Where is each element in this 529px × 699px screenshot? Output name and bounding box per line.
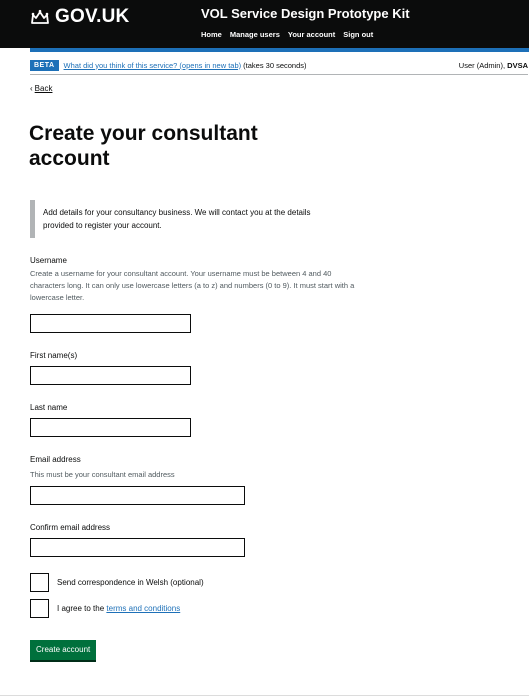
welsh-checkbox-label[interactable]: Send correspondence in Welsh (optional) [57,578,204,587]
first-name-label: First name(s) [30,351,78,360]
create-account-button[interactable]: Create account [30,640,96,660]
logo-text: GOV.UK [55,6,130,27]
user-role: User (Admin), [458,60,506,70]
inset-text: Add details for your consultancy business. We will contact you at the details provided to register your account. [30,200,340,238]
email-hint: This must be your consultant email address [30,470,175,479]
terms-label-prefix: I agree to the [57,604,105,613]
feedback-link[interactable]: What did you think of this service? (opens in new tab) [63,60,242,70]
nav-home[interactable]: Home [201,30,222,39]
confirm-email-label: Confirm email address [30,523,111,532]
nav-manage-users[interactable]: Manage users [229,30,280,39]
header-nav [201,30,373,39]
phase-banner [30,56,528,75]
last-name-label: Last name [30,403,68,412]
user-info [459,61,528,70]
username-label: Username [30,256,67,265]
email-input[interactable] [30,486,245,505]
back-link-container [30,84,52,93]
chevron-left-icon: ‹ [30,84,33,93]
site-header [0,0,529,48]
confirm-email-input[interactable] [30,538,245,557]
terms-checkbox-label[interactable] [57,604,180,613]
first-name-input[interactable] [30,366,191,385]
back-link[interactable]: Back [34,84,53,93]
terms-checkbox[interactable] [30,599,49,618]
welsh-checkbox[interactable] [30,573,49,592]
crown-icon [30,9,50,25]
nav-your-account[interactable]: Your account [287,30,336,39]
nav-sign-out[interactable]: Sign out [343,30,374,39]
page-title: Create your consultant account [29,122,258,170]
email-label: Email address [30,455,81,464]
last-name-input[interactable] [30,418,191,437]
user-org: DVSA [507,60,528,70]
terms-link[interactable]: terms and conditions [106,604,181,613]
service-name[interactable]: VOL Service Design Prototype Kit [201,6,410,21]
username-input[interactable] [30,314,191,333]
feedback-suffix: (takes 30 seconds) [243,60,307,70]
beta-tag: BETA [30,60,59,71]
header-blue-bar [30,48,529,52]
govuk-logo[interactable] [30,6,129,28]
username-hint: Create a username for your consultant account. Your username must be between 4 and 40 characters long. It can only use lowercase letters (a to z) and numbers (0 to 9). It must start with a lowercase letter. [30,269,355,302]
footer-divider [0,695,529,696]
